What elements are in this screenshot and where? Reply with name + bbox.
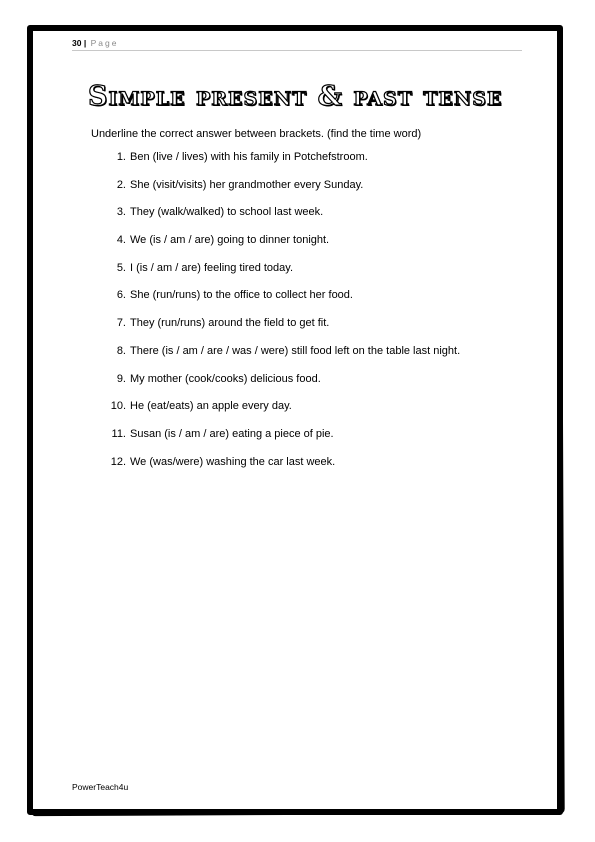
question-item xyxy=(105,261,460,289)
question-number: 3. xyxy=(116,206,126,219)
question-item xyxy=(105,344,460,372)
question-number: 12. xyxy=(110,455,126,468)
question-number: 10. xyxy=(110,400,126,413)
question-text: Ben (live / lives) with his family in Potchefstroom. xyxy=(130,151,368,163)
question-number: 5. xyxy=(116,261,126,274)
question-item xyxy=(105,455,460,483)
question-text: We (is / am / are) going to dinner tonight. xyxy=(130,234,330,247)
page-separator: | xyxy=(83,38,87,48)
page-label: Page xyxy=(90,38,119,48)
question-text: I (is / am / are) feeling tired today. xyxy=(130,261,294,274)
worksheet-title: Simple present & past tense xyxy=(88,81,503,112)
question-number: 4. xyxy=(116,234,126,247)
question-item xyxy=(105,178,460,206)
page-header xyxy=(72,37,522,51)
question-number: 8. xyxy=(116,344,126,357)
question-text: We (was/were) washing the car last week. xyxy=(130,455,336,468)
question-text: She (run/runs) to the office to collect her food. xyxy=(130,289,353,302)
question-list xyxy=(105,150,460,482)
question-text: My mother (cook/cooks) delicious food. xyxy=(130,372,321,385)
question-item xyxy=(105,150,460,178)
question-text: They (run/runs) around the field to get fit. xyxy=(130,317,330,330)
question-item xyxy=(105,399,460,427)
question-number: 9. xyxy=(116,372,126,385)
question-text: There (is / am / are / was / were) still food left on the table last night. xyxy=(130,344,461,357)
question-text: They (walk/walked) to school last week. xyxy=(130,206,324,219)
question-item xyxy=(105,205,460,233)
footer-brand: PowerTeach4u xyxy=(72,782,129,792)
question-item xyxy=(105,233,460,261)
question-text: He (eat/eats) an apple every day. xyxy=(130,400,292,413)
question-item xyxy=(105,288,460,316)
question-number: 7. xyxy=(116,317,126,330)
question-number: 6. xyxy=(116,289,126,302)
question-number: 11. xyxy=(111,427,126,440)
question-number: 2. xyxy=(116,178,126,191)
page-number: 30 xyxy=(72,38,82,48)
question-item xyxy=(105,316,460,344)
question-text: Susan (is / am / are) eating a piece of pie. xyxy=(130,427,334,440)
question-text: She (visit/visits) her grandmother every Sunday. xyxy=(130,178,364,191)
instruction-text: Underline the correct answer between brackets. (find the time word) xyxy=(91,128,422,140)
question-item xyxy=(105,427,460,455)
question-item xyxy=(105,372,460,400)
question-number: 1. xyxy=(116,151,126,163)
